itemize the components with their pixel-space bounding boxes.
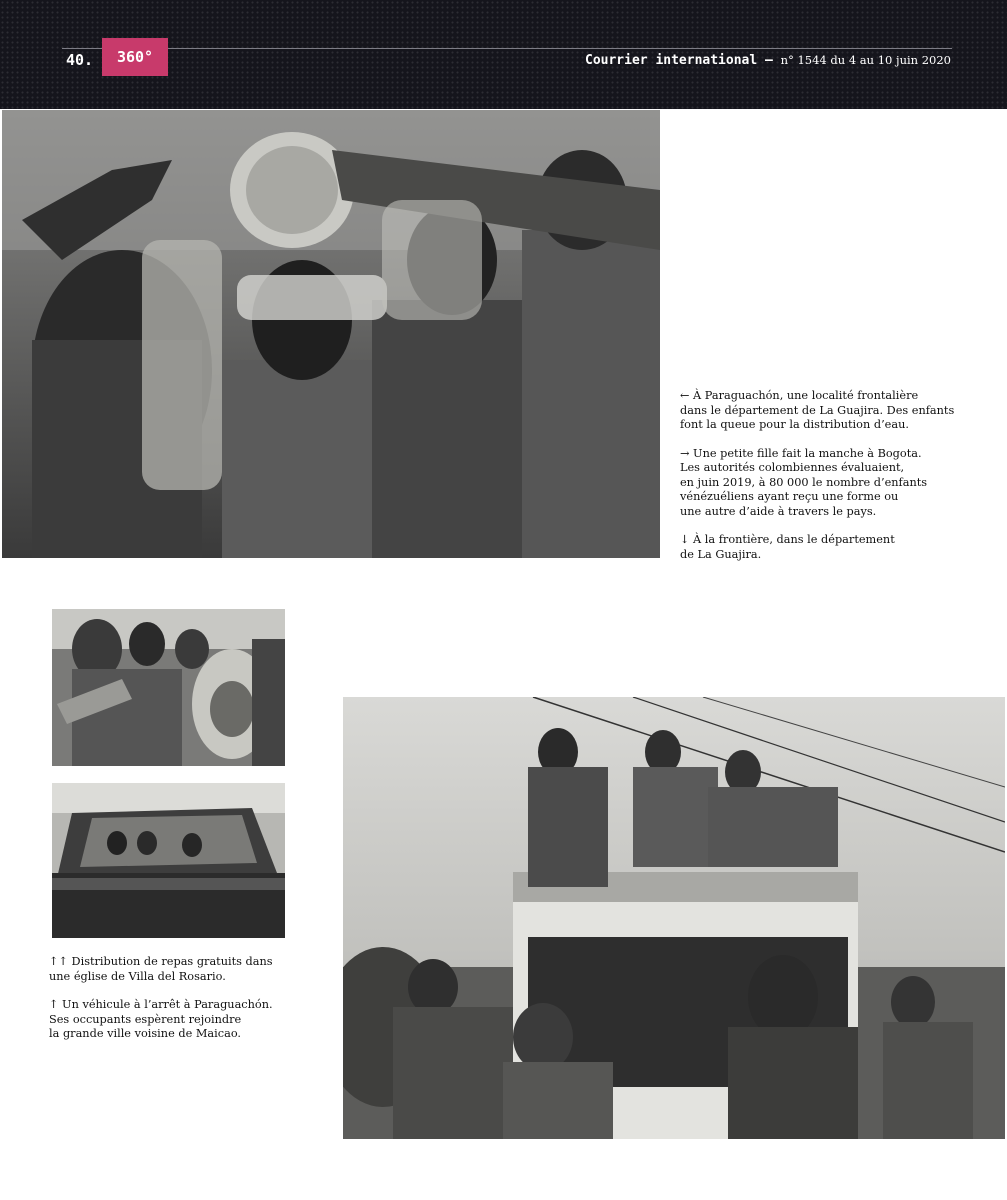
issue-info: n° 1544 du 4 au 10 juin 2020 (780, 53, 951, 67)
photo-border-truck (343, 697, 1005, 1139)
photo-water-queue (2, 110, 660, 558)
header-rule (62, 48, 952, 49)
caption-church-meal: ↑↑ Distribution de repas gratuits dans une église de Villa del Rosario. (49, 955, 273, 983)
page-header (0, 0, 1007, 109)
captions-left (49, 955, 309, 1056)
photo-church-meal (52, 609, 285, 766)
caption-stopped-vehicle: ↑ Un véhicule à l’arrêt à Paraguachón. Ses occupants espèrent rejoindre la grande ville voisine de Maicao. (49, 998, 273, 1040)
masthead (585, 53, 951, 68)
section-tag: 360° (102, 38, 168, 76)
caption-border-truck: ↓ À la frontière, dans le département de La Guajira. (680, 533, 895, 561)
captions-right (680, 389, 980, 576)
masthead-separator: – (757, 53, 781, 68)
photo-stopped-vehicle (52, 783, 285, 938)
caption-bogota-girl: → Une petite fille fait la manche à Bogota. Les autorités colombiennes évaluaient, en juin 2019, à 80 000 le nombre d’enfants vénézuéliens ayant reçu une forme ou une autre d’aide à travers le pays. (680, 446, 928, 518)
publication-name: Courrier international (585, 53, 758, 68)
caption-water-queue: ← À Paraguachón, une localité frontalière dans le département de La Guajira. Des enfants font la queue pour la distribution d’eau. (680, 389, 955, 431)
page-number: 40. (66, 51, 94, 69)
